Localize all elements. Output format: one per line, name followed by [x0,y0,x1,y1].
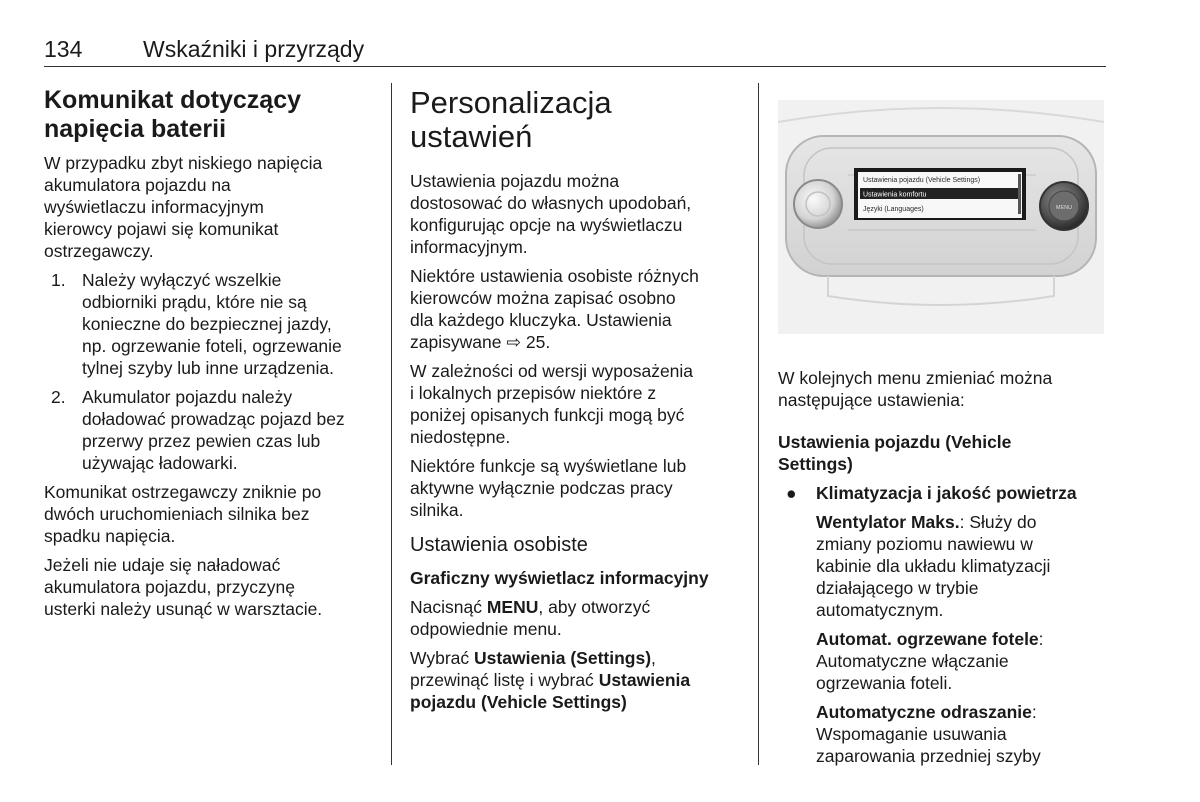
page-number: 134 [44,36,83,62]
battery-intro-paragraph: W przypadku zbyt niskiego napięcia akumulatora pojazdu na wyświetlaczu informacyjnym kierowcy pojawi się komunikat ostrzegawczy. [44,153,323,261]
menus-intro-paragraph: W kolejnych menu zmieniać można następujące ustawienia: [778,368,1053,410]
page-reference-arrow-icon: ⇨ [506,332,521,352]
menu-item-languages: Języki (Languages) [863,206,924,213]
page-header [44,36,1106,67]
battery-voltage-heading: Komunikat dotyczący napięcia baterii [44,86,302,143]
bullet-dot-icon: ● [786,483,797,503]
personalization-intro-paragraph: Ustawienia pojazdu można dostosować do własnych upodobań, konfigurując opcje na wyświetlaczu informacyjnym. [410,171,692,257]
chapter-title: Wskaźniki i przyrządy [143,36,365,62]
personalization-heading: Personalizacja ustawień [410,85,612,154]
engine-running-paragraph: Niektóre funkcje są wyświetlane lub aktywne wyłącznie podczas pracy silnika. [410,456,687,520]
vehicle-settings-heading: Ustawienia pojazdu (Vehicle Settings) [778,432,1012,474]
max-fan-paragraph: Wentylator Maks.: Służy do zmiany poziomu nawiewu w kabinie dla układu klimatyzacji działającego w trybie automatycznym. [816,512,1051,620]
graphic-info-display-subheading: Graficzny wyświetlacz informacyjny [410,568,709,588]
equipment-paragraph: W zależności od wersji wyposażenia i lokalnych przepisów niektóre z poniżej opisanych funkcji mogą być niedostępne. [410,361,694,447]
column-divider-2 [758,83,759,765]
menu-item-vehicle-settings: Ustawienia pojazdu (Vehicle Settings) [863,177,981,184]
column-1 [44,86,379,627]
page-reference-link[interactable]: 25. [525,332,551,352]
select-settings-paragraph: Wybrać Ustawienia (Settings), przewinąć listę i wybrać Ustawienia pojazdu (Vehicle Settings) [410,648,691,712]
battery-steps-list [44,269,379,474]
workshop-paragraph: Jeżeli nie udaje się naładować akumulatora pojazdu, przyczynę usterki należy usunąć w warsztacie. [44,555,323,619]
auto-defog-paragraph: Automatyczne odraszanie: Wspomaganie usuwania zaparowania przedniej szyby [816,702,1041,766]
press-menu-paragraph: Nacisnąć MENU, aby otworzyć odpowiednie menu. [410,597,651,639]
column-divider-1 [391,83,392,765]
menu-item-comfort-settings: Ustawienia komfortu [863,191,927,199]
personal-settings-subheading: Ustawienia osobiste [410,534,588,556]
list-item: 2. Akumulator pojazdu należy doładować prowadząc pojazd bez przerwy przez pewien czas lub używając ładowarki. [51,387,345,473]
key-settings-paragraph: Niektóre ustawienia osobiste różnych kierowców można zapisać osobno dla każdego kluczyka. Ustawienia zapisywane ⇨ 25. [410,266,699,352]
warning-disappears-paragraph: Komunikat ostrzegawczy zniknie po dwóch uruchomieniach silnika bez spadku napięcia. [44,482,322,546]
list-item: ● Klimatyzacja i jakość powietrza [786,483,1077,503]
column-2 [410,86,745,720]
column-3 [778,367,1104,774]
menu-knob-label: MENU [1055,205,1073,211]
list-item: 1. Należy wyłączyć wszelkie odbiorniki prądu, które nie są konieczne do bezpiecznej jazdy, np. ogrzewanie foteli, ogrzewanie tylnej szyby lub inne urządzenia. [51,270,342,378]
auto-heated-seats-paragraph: Automat. ogrzewane fotele: Automatyczne włączanie ogrzewania foteli. [816,629,1044,693]
dashboard-display-illustration [778,100,1104,334]
